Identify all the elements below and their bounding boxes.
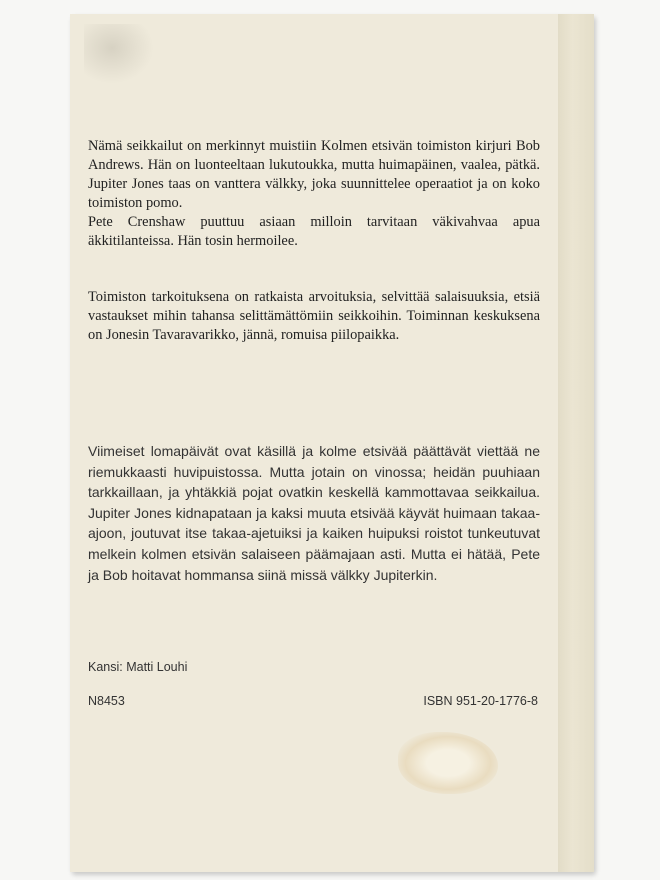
blurb-plot (88, 441, 540, 585)
blurb-paragraph-1b: Pete Crenshaw puuttuu asiaan milloin tarvitaan väkivahvaa apua äkkitilanteissa. Hän tosin hermoilee. (88, 214, 540, 249)
blurb-paragraph-2: Toimiston tarkoituksena on ratkaista arvoituksia, selvittää salaisuuksia, etsiä vastaukset mihin tahansa selittämättömiin seikkoihin. Toiminnan keskuksena on Jonesin Tavaravarikko, jännä, romuisa piilopaikka. (88, 289, 540, 343)
product-code: N8453 (88, 694, 125, 708)
blurb-paragraph-3: Viimeiset lomapäivät ovat käsillä ja kolme etsivää päättävät viettää ne riemukkaasti huvipuistossa. Mutta jotain on vinossa; heidän puuhiaan tarkkaillaan, ja yhtäkkiä pojat ovatkin keskellä kammottavaa seikkailua. Jupiter Jones kidnapataan ja kaksi muuta etsivää käyvät huimaan takaa-ajoon, joutuvat itse takaa-ajetuiksi ja kaiken huipuksi roistot tunkeutuvat melkein kolmen etsivän salaiseen päämajaan asti. Mutta ei hätää, Pete ja Bob hoitavat hommansa siinä missä välkky Jupiterkin. (88, 443, 540, 583)
blurb-paragraph-1: Nämä seikkailut on merkinnyt muistiin Kolmen etsivän toimiston kirjuri Bob Andrews. Hän on luonteeltaan lukutoukka, mutta huimapäinen, vaalea, pätkä. Jupiter Jones taas on vanttera välkky, joka suunnittelee operaatiot ja on koko toimiston pomo. (88, 138, 540, 211)
blurb-intro (88, 137, 540, 251)
blurb-purpose (88, 288, 540, 345)
corner-wear-mark (84, 24, 154, 84)
spine-edge (558, 14, 594, 872)
cover-artist-credit: Kansi: Matti Louhi (88, 660, 188, 674)
isbn-number: ISBN 951-20-1776-8 (423, 694, 538, 708)
sticker-residue-mark (398, 732, 498, 794)
